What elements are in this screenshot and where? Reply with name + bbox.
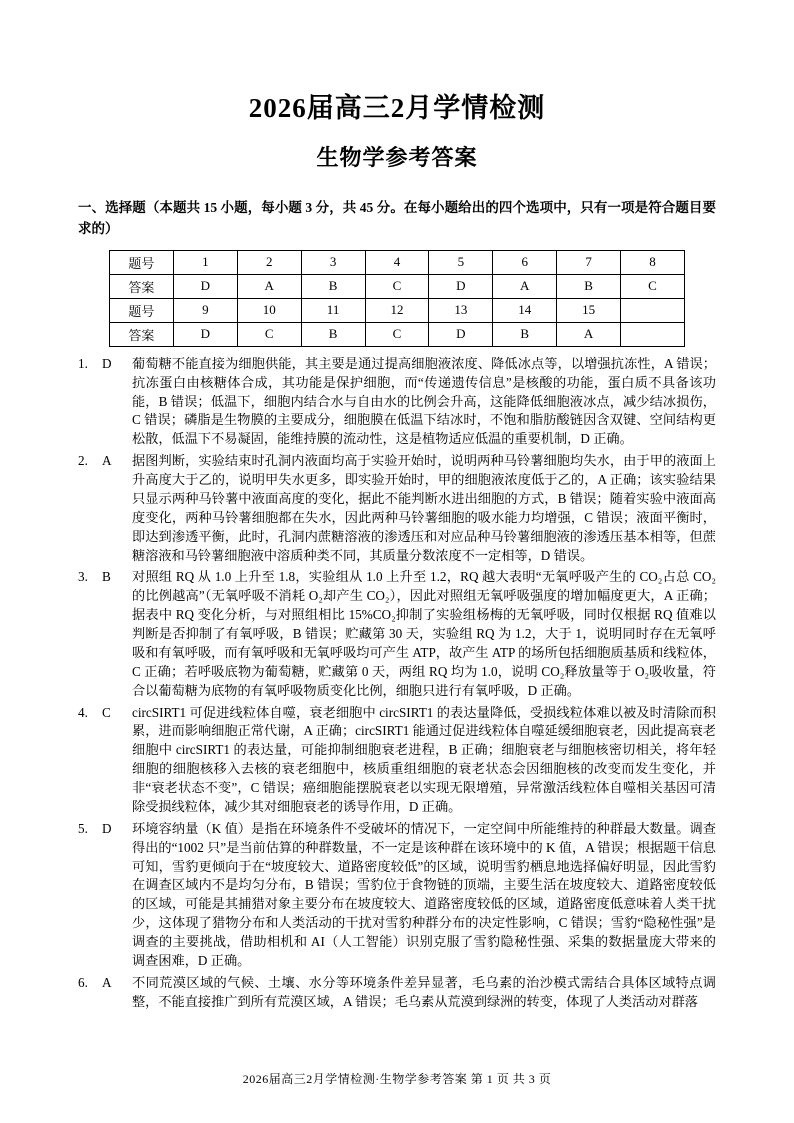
table-cell: A [557, 322, 621, 346]
table-cell: 12 [365, 298, 429, 322]
table-cell: C [365, 274, 429, 298]
explanation-text: 环境容纳量（K 值）是指在环境条件不受破坏的情况下，一定空间中所能维持的种群最大数量。调查得出的“1002 只”是当前估算的种群数量，不一定是该种群在该环境中的 K 值，A 错误；根据题干信息可知，雪豹更倾向于在“坡度较大、道路密度较低”的区域，说明雪豹栖息地选择偏好明显，因此雪豹在调查区域内不是均匀分布，B 错误；雪豹位于食物链的顶端，主要生活在坡度较大、道路密度较低的区域，可能是其捕猎对象主要分布在坡度较大、道路密度较低的区域，道路密度低意味着人类干扰少，这体现了猎物分布和人类活动的干扰对雪豹种群分布的决定性影响，C 错误；雪豹“隐秘性强”是调查的主要挑战，借助相机和 AI（人工智能）识别克服了雪豹隐秘性强、采集的数据量庞大带来的调查困难，D 正确。 [132, 820, 716, 968]
table-row [110, 250, 685, 274]
table-cell: 2 [237, 250, 301, 274]
answer-letter: B [102, 569, 111, 585]
row-label: 题号 [110, 298, 174, 322]
question-number: 4. [78, 704, 88, 720]
table-cell: D [429, 322, 493, 346]
table-cell: D [429, 274, 493, 298]
question-number: 6. [78, 974, 88, 990]
table-cell: B [301, 322, 365, 346]
row-label: 答案 [110, 322, 174, 346]
answer-letter: A [102, 453, 112, 469]
table-cell: C [237, 322, 301, 346]
explanation-text: 不同荒漠区域的气候、土壤、水分等环境条件差异显著，毛乌素的治沙模式需结合具体区域特点调整，不能直接推广到所有荒漠区域，A 错误；毛乌素从荒漠到绿洲的转变，体现了人类活动对群落 [132, 974, 716, 1009]
answer-key-table [109, 250, 685, 347]
table-cell: 13 [429, 298, 493, 322]
table-cell: 15 [557, 298, 621, 322]
explanation-item [78, 568, 716, 700]
table-cell: 7 [557, 250, 621, 274]
explanation-item [78, 704, 716, 817]
table-cell: D [173, 274, 237, 298]
question-number: 3. [78, 569, 88, 585]
table-cell: 10 [237, 298, 301, 322]
table-cell: 3 [301, 250, 365, 274]
table-cell [621, 298, 685, 322]
answer-letter: A [102, 974, 112, 990]
table-cell: A [493, 274, 557, 298]
explanation-item [78, 820, 716, 971]
explanation-text: circSIRT1 可促进线粒体自噬，衰老细胞中 circSIRT1 的表达量降低，受损线粒体难以被及时清除而积累，进而影响细胞正常代谢，A 正确；circSIRT1 能通过促进线粒体自噬延缓细胞衰老，因此提高衰老细胞中 circSIRT1 的表达量，可能抑制细胞衰老进程，B 正确；细胞衰老与细胞核密切相关，将年轻细胞的细胞核移入去核的衰老细胞中，核质重组细胞的衰老状态会因细胞核的改变而发生变化，并非“衰老状态不变”，C 错误；癌细胞能摆脱衰老以实现无限增殖，异常激活线粒体自噬相关基因可清除受损线粒体，减少其对细胞衰老的诱导作用，D 正确。 [132, 704, 716, 814]
table-cell: C [365, 322, 429, 346]
explanations-section [78, 355, 716, 1012]
explanation-text: 对照组 RQ 从 1.0 上升至 1.8，实验组从 1.0 上升至 1.2，RQ 越大表明“无氧呼吸产生的 CO₂占总 CO₂的比例越高”（无氧呼吸不消耗 O₂却产生 CO₂），因此对照组无氧呼吸强度的增加幅度更大，A 正确；据表中 RQ 变化分析，与对照组相比 15%CO₂抑制了实验组杨梅的无氧呼吸，同时仅根据 RQ 值难以判断是否抑制了有氧呼吸，B 错误；贮藏第 30 天，实验组 RQ 为 1.2，大于 1，说明同时存在无氧呼吸和有氧呼吸，而有氧呼吸和无氧呼吸均可产生 ATP，故产生 ATP 的场所包括细胞质基质和线粒体，C 正确；若呼吸底物为葡萄糖，贮藏第 0 天，两组 RQ 均为 1.0，说明 CO₂释放量等于 O₂吸收量，符合以葡萄糖为底物的有氧呼吸物质变化比例，细胞只进行有氧呼吸，D 正确。 [132, 569, 716, 698]
table-cell: B [557, 274, 621, 298]
table-cell: 5 [429, 250, 493, 274]
answer-letter: D [102, 820, 112, 836]
answer-letter: D [102, 355, 112, 371]
explanation-text: 据图判断，实验结束时孔洞内液面均高于实验开始时，说明两种马铃薯细胞均失水，由于甲的液面上升高度大于乙的，说明甲失水更多，即实验开始时，甲的细胞液浓度低于乙的，A 正确；该实验结果只显示两种马铃薯中液面高度的变化，据此不能判断水进出细胞的方式，B 错误；随着实验中液面高度变化，两种马铃薯细胞都在失水，因此两种马铃薯细胞的吸水能力均增强，C 错误；液面平衡时，即达到渗透平衡，此时，孔洞内蔗糖溶液的渗透压和对应品种马铃薯细胞液的渗透压基本相等，但蔗糖溶液和马铃薯细胞液中溶质种类不同，其质量分数浓度不一定相等，D 错误。 [132, 453, 716, 563]
question-number: 5. [78, 820, 88, 836]
table-cell: 1 [173, 250, 237, 274]
table-cell: B [493, 322, 557, 346]
table-cell: A [237, 274, 301, 298]
table-cell: 14 [493, 298, 557, 322]
table-cell [621, 322, 685, 346]
row-label: 题号 [110, 250, 174, 274]
document-subtitle: 生物学参考答案 [316, 145, 478, 170]
table-cell: D [173, 322, 237, 346]
explanation-item [78, 452, 716, 565]
table-cell: 8 [621, 250, 685, 274]
explanation-item [78, 355, 716, 449]
table-row [110, 274, 685, 298]
table-cell: 9 [173, 298, 237, 322]
document-title: 2026届高三2月学情检测 [248, 93, 546, 123]
table-cell: C [621, 274, 685, 298]
section-heading: 一、选择题（本题共 15 小题，每小题 3 分，共 45 分。在每小题给出的四个选项中，只有一项是符合题目要求的） [78, 200, 716, 236]
table-cell: 4 [365, 250, 429, 274]
question-number: 1. [78, 355, 88, 371]
answer-letter: C [102, 704, 111, 720]
table-cell: B [301, 274, 365, 298]
page-footer: 2026届高三2月学情检测·生物学参考答案 第 1 页 共 3 页 [242, 1072, 552, 1086]
table-row [110, 322, 685, 346]
question-number: 2. [78, 453, 88, 469]
table-cell: 6 [493, 250, 557, 274]
explanation-item [78, 974, 716, 1012]
table-row [110, 298, 685, 322]
row-label: 答案 [110, 274, 174, 298]
explanation-text: 葡萄糖不能直接为细胞供能，其主要是通过提高细胞液浓度、降低冰点等，以增强抗冻性，A 错误；抗冻蛋白由核糖体合成，其功能是保护细胞，而“传递遗传信息”是核酸的功能，蛋白质不具备该功能，B 错误；低温下，细胞内结合水与自由水的比例会升高，这能降低细胞液冰点，减少结冰损伤，C 错误；磷脂是生物膜的主要成分，细胞膜在低温下结冰时，不饱和脂肪酸链因含双键、空间结构更松散，低温下不易凝固，能维持膜的流动性，这是植物适应低温的重要机制，D 正确。 [132, 355, 716, 447]
table-cell: 11 [301, 298, 365, 322]
